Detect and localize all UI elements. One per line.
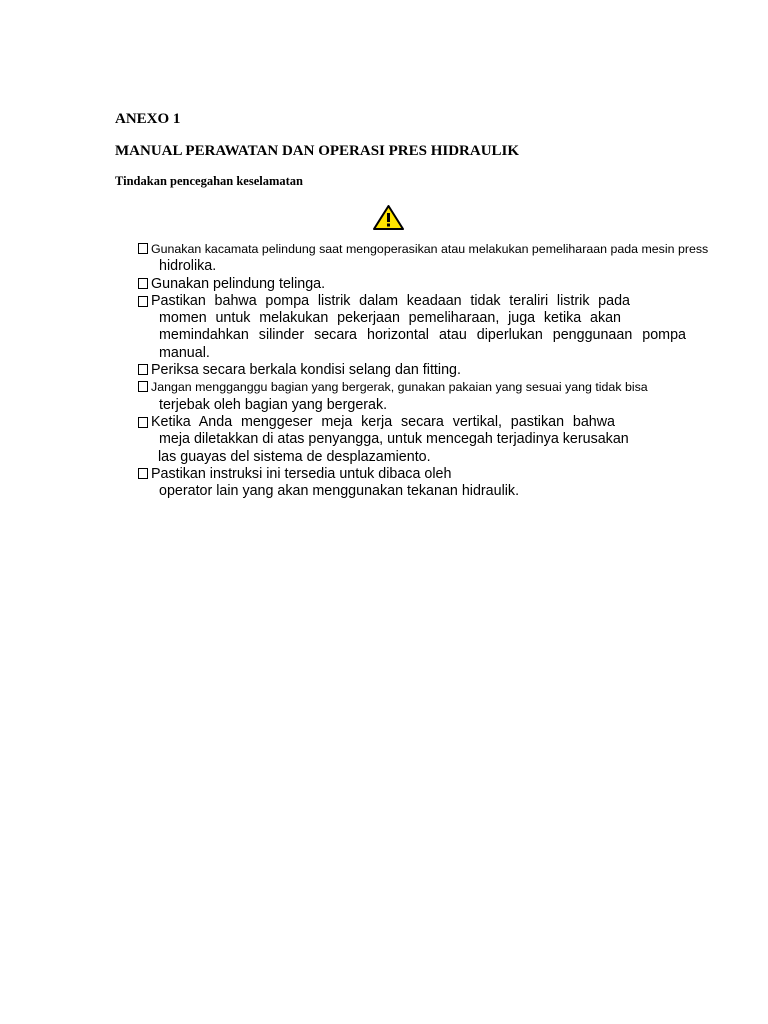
- list-item: [138, 362, 703, 379]
- manual-title: MANUAL PERAWATAN DAN OPERASI PRES HIDRAULIK: [115, 143, 520, 159]
- annex-title: ANEXO 1: [115, 111, 181, 127]
- bullet-box-icon: [138, 417, 148, 428]
- list-item: [138, 466, 703, 501]
- item-line: memindahkan silinder secara horizontal atau diperlukan penggunaan pompa: [159, 327, 686, 344]
- item-line: Gunakan pelindung telinga.: [151, 275, 326, 292]
- item-line: manual.: [159, 344, 210, 361]
- list-item: [138, 379, 703, 414]
- item-line: terjebak oleh bagian yang bergerak.: [159, 396, 388, 413]
- item-line: hidrolika.: [159, 258, 217, 275]
- section-title: Tindakan pencegahan keselamatan: [115, 174, 304, 188]
- item-line: Pastikan instruksi ini tersedia untuk dibaca oleh: [151, 465, 452, 482]
- list-item: [138, 293, 703, 362]
- list-item: [138, 276, 703, 293]
- bullet-box-icon: [138, 243, 148, 254]
- item-line: Pastikan bahwa pompa listrik dalam keadaan tidak teraliri listrik pada: [151, 292, 630, 309]
- bullet-box-icon: [138, 381, 148, 392]
- bullet-box-icon: [138, 468, 148, 479]
- item-line: operator lain yang akan menggunakan tekanan hidraulik.: [159, 483, 520, 500]
- safety-precautions-list: [138, 241, 709, 500]
- item-line: las guayas del sistema de desplazamiento.: [158, 448, 431, 465]
- item-line: Ketika Anda menggeser meja kerja secara vertikal, pastikan bahwa: [151, 413, 615, 430]
- bullet-box-icon: [138, 296, 148, 307]
- item-line: meja diletakkan di atas penyangga, untuk mencegah terjadinya kerusakan: [159, 431, 629, 448]
- list-item: [138, 241, 709, 276]
- warning-triangle-icon: [372, 204, 405, 231]
- item-line: Periksa secara berkala kondisi selang dan fitting.: [151, 362, 461, 379]
- bullet-box-icon: [138, 364, 148, 375]
- bullet-box-icon: [138, 278, 148, 289]
- item-line: momen untuk melakukan pekerjaan pemeliharaan, juga ketika akan: [159, 310, 621, 327]
- item-line: Gunakan kacamata pelindung saat mengoperasikan atau melakukan pemeliharaan pada mesin press: [151, 242, 709, 256]
- list-item: [138, 414, 703, 466]
- item-line: Jangan mengganggu bagian yang bergerak, gunakan pakaian yang sesuai yang tidak bisa: [151, 380, 648, 395]
